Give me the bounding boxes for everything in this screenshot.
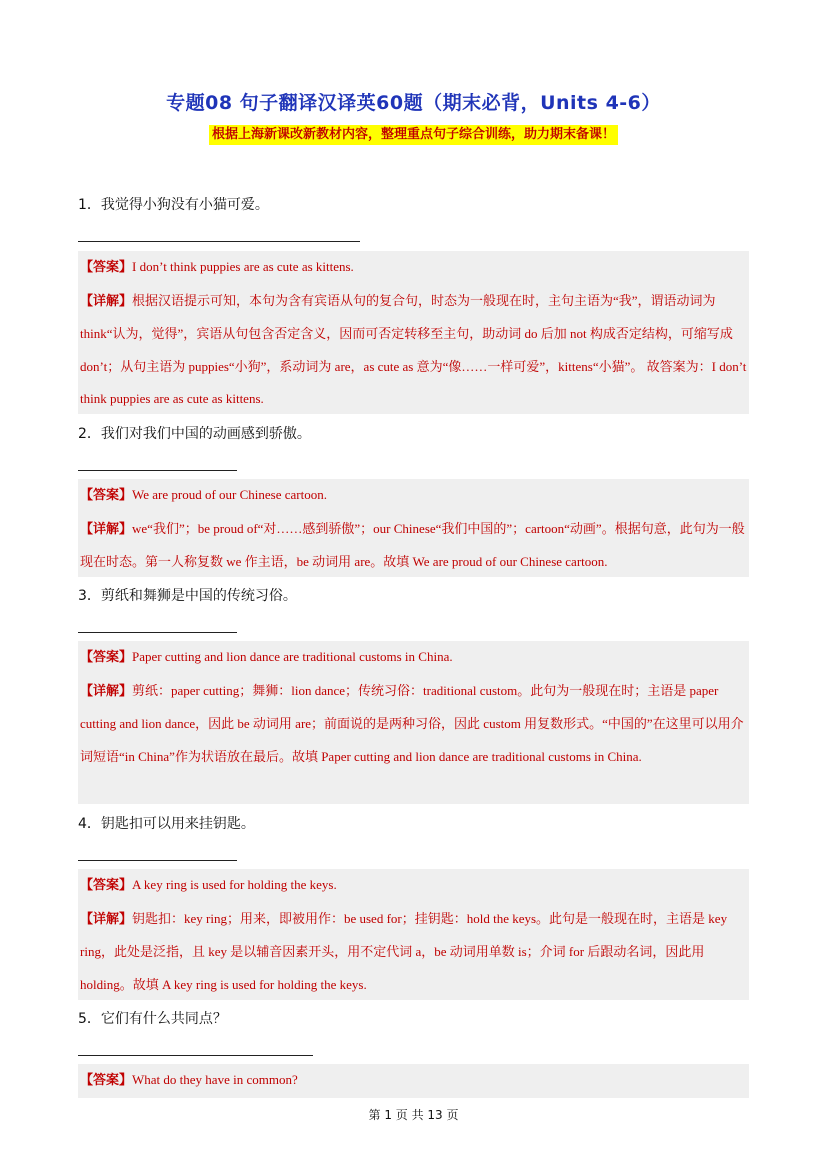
detail-label: 【详解】 (80, 911, 133, 927)
question-3-prompt: 3．剪纸和舞狮是中国的传统习俗。 (78, 588, 297, 604)
detail-text: 钥匙扣：key ring；用来，即被用作：be used for；挂钥匙：hold the keys。此句是一般现在时，主语是 key ring，此处是泛指，且 key 是以辅音因素开头，用不定代词 a，be 动词用单数 is；介词 for 后跟动名词，因此用 holding。故填 A key ring is used for holding the keys. (80, 910, 728, 992)
question-3-detail (80, 675, 747, 774)
question-2-answer (80, 479, 747, 513)
question-1-answer (80, 251, 747, 285)
question-4-answer-line (78, 860, 237, 861)
document-subtitle: 根据上海新课改新教材内容，整理重点句子综合训练，助力期末备课！ (209, 125, 618, 145)
answer-label: 【答案】 (80, 260, 133, 275)
question-2-detail (80, 513, 747, 579)
question-5-solution (78, 1064, 749, 1098)
detail-label: 【详解】 (80, 521, 133, 537)
subtitle-banner (0, 123, 827, 145)
question-4-detail (80, 903, 747, 1002)
question-1-answer-line (78, 241, 360, 242)
answer-text: I don’t think puppies are as cute as kittens. (132, 259, 354, 274)
question-4-solution (78, 869, 749, 1000)
document-title: 专题08 句子翻译汉译英60题（期末必背，Units 4-6） (166, 92, 661, 114)
answer-text: What do they have in common? (132, 1072, 298, 1087)
question-3-solution (78, 641, 749, 804)
answer-label: 【答案】 (80, 488, 133, 503)
answer-label: 【答案】 (80, 878, 133, 893)
question-2-answer-line (78, 470, 237, 471)
question-3-answer (80, 641, 747, 675)
question-2-prompt: 2．我们对我们中国的动画感到骄傲。 (78, 426, 311, 442)
answer-text: A key ring is used for holding the keys. (132, 877, 337, 892)
detail-text: we“我们”；be proud of“对……感到骄傲”；our Chinese“我们中国的”；cartoon“动画”。根据句意，此句为一般现在时态。第一人称复数 we 作主语，be 动词用 are。故填 We are proud of our Chinese cartoon. (80, 520, 745, 569)
question-5-prompt: 5．它们有什么共同点？ (78, 1011, 227, 1027)
question-4-prompt: 4．钥匙扣可以用来挂钥匙。 (78, 816, 255, 832)
detail-text: 根据汉语提示可知，本句为含有宾语从句的复合句，时态为一般现在时，主句主语为“我”，谓语动词为 think“认为，觉得”，宾语从句包含否定含义，因而可否定转移至主句，助动词 do 后加 not 构成否定结构，可缩写成 don’t；从句主语为 puppies“小狗”，系动词为 are，as cute as 意为“像……一样可爱”，kittens“小猫”。 故答案为：I don’t think puppies are as cute as kittens. (80, 292, 747, 406)
answer-label: 【答案】 (80, 650, 133, 665)
question-5-answer-line (78, 1055, 313, 1056)
detail-label: 【详解】 (80, 683, 133, 699)
question-1-detail (80, 285, 747, 416)
question-1-solution (78, 251, 749, 414)
question-5-answer (80, 1064, 747, 1098)
answer-text: Paper cutting and lion dance are traditional customs in China. (132, 649, 453, 664)
page-footer: 第 1 页 共 13 页 (368, 1108, 459, 1122)
answer-text: We are proud of our Chinese cartoon. (132, 487, 327, 502)
question-4-answer (80, 869, 747, 903)
question-2-solution (78, 479, 749, 577)
detail-text: 剪纸：paper cutting；舞狮：lion dance；传统习俗：traditional custom。此句为一般现在时；主语是 paper cutting and lion dance，因此 be 动词用 are；前面说的是两种习俗，因此 custom 用复数形式。“中国的”在这里可以用介词短语“in China”作为状语放在最后。故填 Paper cutting and lion dance are traditional customs in China. (80, 682, 744, 764)
answer-label: 【答案】 (80, 1073, 133, 1088)
question-1-prompt: 1．我觉得小狗没有小猫可爱。 (78, 197, 269, 213)
detail-label: 【详解】 (80, 293, 133, 309)
question-3-answer-line (78, 632, 237, 633)
